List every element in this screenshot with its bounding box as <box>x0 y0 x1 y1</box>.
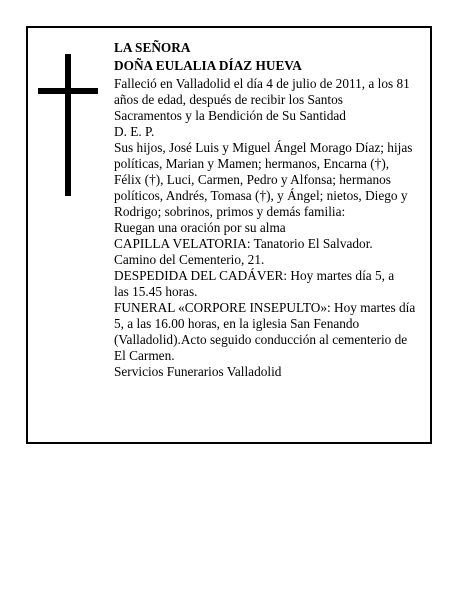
notice-line: 5, a las 16.00 horas, en la iglesia San Fenando <box>114 316 360 331</box>
notice-line: Falleció en Valladolid el día 4 de julio de 2011, a los 81 <box>114 76 410 91</box>
notice-line: políticos, Andrés, Tomasa (†), y Ángel; nietos, Diego y <box>114 188 408 203</box>
notice-line: Ruegan una oración por su alma <box>114 220 286 235</box>
notice-line: D. E. P. <box>114 124 155 139</box>
notice-line: Servicios Funerarios Valladolid <box>114 364 282 379</box>
notice-line: años de edad, después de recibir los Santos <box>114 92 343 107</box>
obituary-notice <box>26 26 432 444</box>
notice-line: (Valladolid).Acto seguido conducción al cementerio de <box>114 332 408 347</box>
notice-line: CAPILLA VELATORIA: Tanatorio El Salvador. <box>114 236 373 251</box>
notice-heading-name: DOÑA EULALIA DÍAZ HUEVA <box>114 58 302 73</box>
notice-text <box>114 40 430 380</box>
notice-line: Sacramentos y la Bendición de Su Santidad <box>114 108 346 123</box>
cross-icon <box>38 54 98 196</box>
notice-line: DESPEDIDA DEL CADÁVER: Hoy martes día 5, a <box>114 268 395 283</box>
notice-line: Camino del Cementerio, 21. <box>114 252 265 267</box>
notice-heading-title: LA SEÑORA <box>114 40 191 55</box>
notice-line: políticas, Marian y Mamen; hermanos, Encarna (†), <box>114 156 390 171</box>
notice-line: Félix (†), Luci, Carmen, Pedro y Alfonsa; hermanos <box>114 172 391 187</box>
notice-line: FUNERAL «CORPORE INSEPULTO»: Hoy martes día <box>114 300 416 315</box>
notice-line: Rodrigo; sobrinos, primos y demás familia: <box>114 204 346 219</box>
notice-line: El Carmen. <box>114 348 175 363</box>
notice-line: las 15.45 horas. <box>114 284 198 299</box>
notice-line: Sus hijos, José Luis y Miguel Ángel Morago Díaz; hijas <box>114 140 413 155</box>
